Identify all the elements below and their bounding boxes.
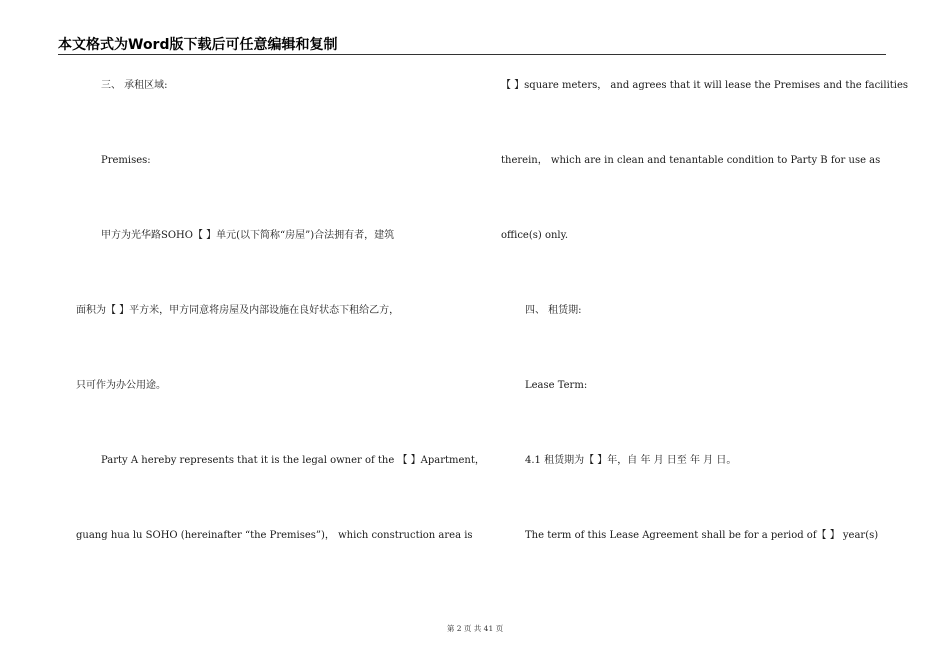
- page-number-footer: 第 2 页 共 41 页: [446, 624, 504, 633]
- paragraph-line: The term of this Lease Agreement shall be for a period of【 】 year(s): [525, 530, 879, 541]
- paragraph-line: office(s) only.: [501, 230, 569, 241]
- header-divider: [58, 54, 886, 55]
- paragraph-line: therein， which are in clean and tenantable condition to Party B for use as: [501, 155, 881, 166]
- paragraph-line: guang hua lu SOHO (hereinafter “the Premises”)， which construction area is: [76, 530, 473, 541]
- document-header-title: 本文格式为Word版下载后可任意编辑和复制: [58, 37, 338, 53]
- paragraph-line: 4.1 租赁期为【 】年，自 年 月 日至 年 月 日。: [525, 455, 737, 466]
- paragraph-line: 甲方为光华路SOHO【 】单元(以下简称“房屋”)合法拥有者，建筑: [101, 230, 395, 241]
- paragraph-line: 面积为【 】平方米，甲方同意将房屋及内部设施在良好状态下租给乙方，: [76, 305, 400, 316]
- section-heading-premises-en: Premises:: [101, 155, 151, 166]
- paragraph-line: Party A hereby represents that it is the legal owner of the 【 】Apartment，: [101, 455, 485, 466]
- section-heading-lease-term-zh: 四、 租赁期:: [525, 305, 582, 316]
- section-heading-lease-term-en: Lease Term:: [525, 380, 588, 391]
- paragraph-line: 只可作为办公用途。: [76, 380, 166, 391]
- paragraph-line: 【 】square meters， and agrees that it will lease the Premises and the facilities: [501, 80, 909, 91]
- section-heading-premises-zh: 三、 承租区域:: [101, 80, 168, 91]
